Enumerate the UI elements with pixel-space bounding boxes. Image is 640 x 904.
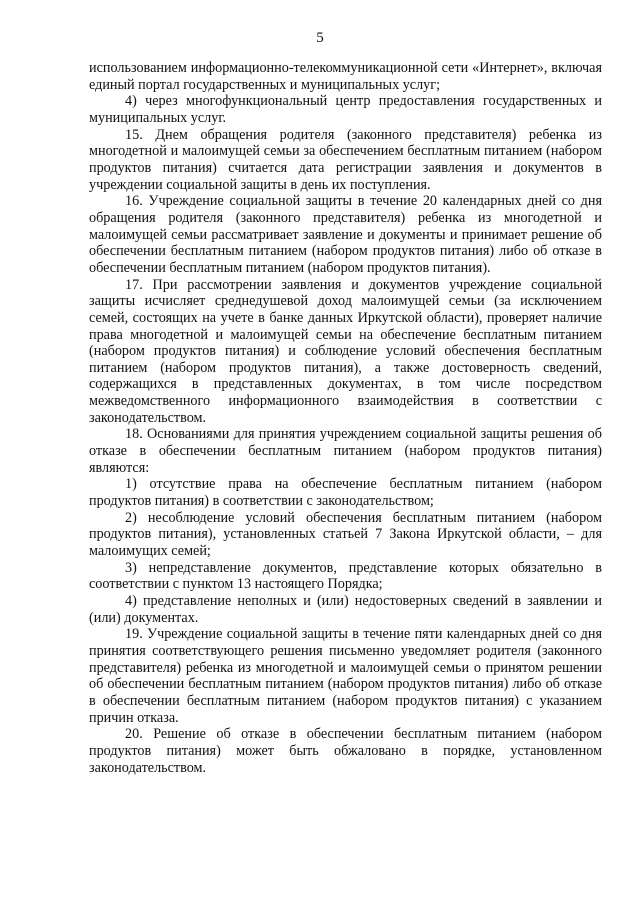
- paragraph-18-item-3: 3) непредставление документов, представление которых обязательно в соответствии с пунктом 13 настоящего Порядка;: [89, 559, 602, 593]
- paragraph-17: 17. При рассмотрении заявления и документов учреждение социальной защиты исчисляет среднедушевой доход малоимущей семьи (за исключением семей, состоящих на учете в банке данных Иркутской области), проверяет наличие права многодетной и малоимущей семьи на обеспечение бесплатным питанием (набором продуктов питания) и соблюдение условий обеспечения бесплатным питанием (набором продуктов питания), а также достоверность сведений, содержащихся в представленных документах, в том числе посредством межведомственного информационного взаимодействия в соответствии с законодательством.: [89, 276, 602, 426]
- paragraph-continuation: использованием информационно-телекоммуникационной сети «Интернет», включая единый портал государственных и муниципальных услуг;: [89, 60, 602, 93]
- paragraph-15: 15. Днем обращения родителя (законного представителя) ребенка из многодетной и малоимущей семьи за обеспечением бесплатным питанием (набором продуктов питания) считается дата регистрации заявления и документов в учреждении социальной защиты в день их поступления.: [89, 126, 602, 193]
- paragraph-18: 18. Основаниями для принятия учреждением социальной защиты решения об отказе в обеспечении бесплатным питанием (набором продуктов питания) являются:: [89, 426, 602, 476]
- paragraph-item-4-mfc: 4) через многофункциональный центр предоставления государственных и муниципальных услуг.: [89, 93, 602, 126]
- paragraph-18-item-1: 1) отсутствие права на обеспечение бесплатным питанием (набором продуктов питания) в соответствии с законодательством;: [89, 476, 602, 510]
- paragraph-20: 20. Решение об отказе в обеспечении бесплатным питанием (набором продуктов питания) может быть обжаловано в порядке, установленном законодательством.: [89, 726, 602, 776]
- paragraph-18-item-2: 2) несоблюдение условий обеспечения бесплатным питанием (набором продуктов питания), установленных статьей 7 Закона Иркутской области, – для малоимущих семей;: [89, 509, 602, 560]
- paragraph-19: 19. Учреждение социальной защиты в течение пяти календарных дней со дня принятия соответствующего решения письменно уведомляет родителя (законного представителя) ребенка из многодетной и малоимущей семьи о принятом решении об обеспечении бесплатным питанием (набором продуктов питания) либо об отказе в обеспечении бесплатным питанием (набором продуктов питания) с указанием причин отказа.: [89, 626, 602, 726]
- document-body: [89, 60, 602, 776]
- paragraph-18-item-4: 4) представление неполных и (или) недостоверных сведений в заявлении и (или) документах.: [89, 593, 602, 626]
- page-number: 5: [316, 30, 324, 46]
- paragraph-16: 16. Учреждение социальной защиты в течение 20 календарных дней со дня обращения родителя (законного представителя) ребенка из многодетной и малоимущей семьи рассматривает заявление и документы и принимает решение об обеспечении бесплатным питанием (набором продуктов питания) либо об отказе в обеспечении бесплатным питанием (набором продуктов питания).: [89, 193, 602, 276]
